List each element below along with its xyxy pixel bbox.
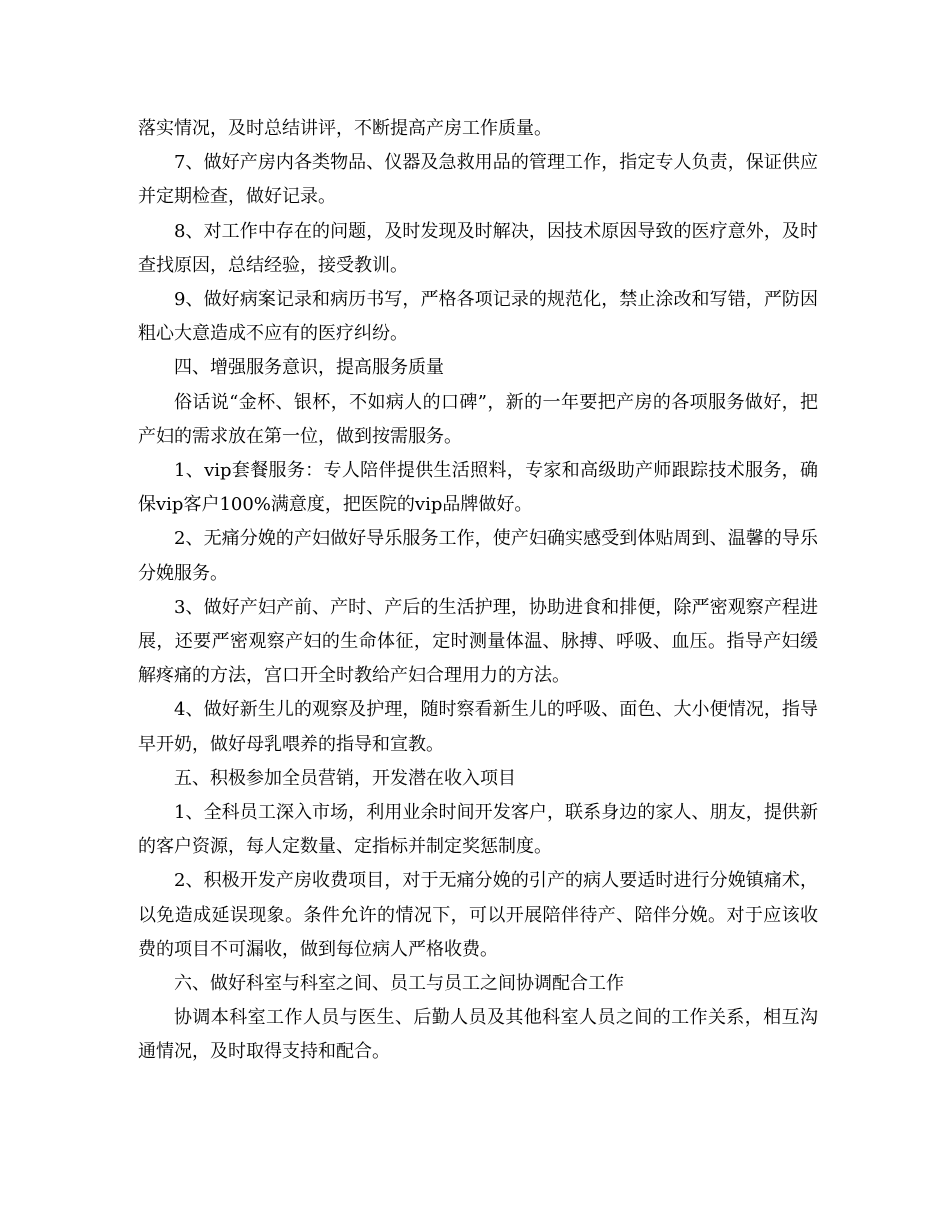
section-heading-6: 六、做好科室与科室之间、员工与员工之间协调配合工作 [174, 973, 624, 995]
paragraph-marketing-1: 1、全科员工深入市场，利用业余时间开发客户，联系身边的家人、朋友，提供新的客户资源，每人定数量、定指标并制定奖惩制度。 [138, 802, 818, 858]
paragraph-item-7: 7、做好产房内各类物品、仪器及急救用品的管理工作，指定专人负责，保证供应并定期检查，做好记录。 [138, 152, 818, 208]
section-heading-5: 五、积极参加全员营销，开发潜在收入项目 [174, 767, 516, 789]
paragraph-coordination: 协调本科室工作人员与医生、后勤人员及其他科室人员之间的工作关系，相互沟通情况，及时取得支持和配合。 [138, 1007, 818, 1063]
document-body [138, 112, 818, 1070]
paragraph-marketing-2: 2、积极开发产房收费项目，对于无痛分娩的引产的病人要适时进行分娩镇痛术，以免造成延误现象。条件允许的情况下，可以开展陪伴待产、陪伴分娩。对于应该收费的项目不可漏收，做到每位病人严格收费。 [138, 870, 818, 960]
paragraph-service-3: 3、做好产妇产前、产时、产后的生活护理，协助进食和排便，除严密观察产程进展，还要严密观察产妇的生命体征，定时测量体温、脉搏、呼吸、血压。指导产妇缓解疼痛的方法，宫口开全时教给产妇合理用力的方法。 [138, 596, 818, 687]
paragraph-service-4: 4、做好新生儿的观察及护理，随时察看新生儿的呼吸、面色、大小便情况，指导早开奶，做好母乳喂养的指导和宣教。 [138, 699, 818, 755]
paragraph-item-9: 9、做好病案记录和病历书写，严格各项记录的规范化，禁止涂改和写错，严防因粗心大意造成不应有的医疗纠纷。 [138, 289, 818, 345]
paragraph-service-2: 2、无痛分娩的产妇做好导乐服务工作，使产妇确实感受到体贴周到、温馨的导乐分娩服务。 [138, 528, 818, 584]
paragraph-item-8: 8、对工作中存在的问题，及时发现及时解决，因技术原因导致的医疗意外，及时查找原因，总结经验，接受教训。 [138, 220, 818, 276]
paragraph-intro-service: 俗话说“金杯、银杯，不如病人的口碑”，新的一年要把产房的各项服务做好，把产妇的需求放在第一位，做到按需服务。 [138, 391, 818, 447]
section-heading-4: 四、增强服务意识，提高服务质量 [174, 357, 444, 379]
paragraph-service-1: 1、vip套餐服务：专人陪伴提供生活照料，专家和高级助产师跟踪技术服务，确保vip客户100%满意度，把医院的vip品牌做好。 [138, 460, 818, 516]
paragraph-continuation: 落实情况，及时总结讲评，不断提高产房工作质量。 [138, 118, 552, 139]
